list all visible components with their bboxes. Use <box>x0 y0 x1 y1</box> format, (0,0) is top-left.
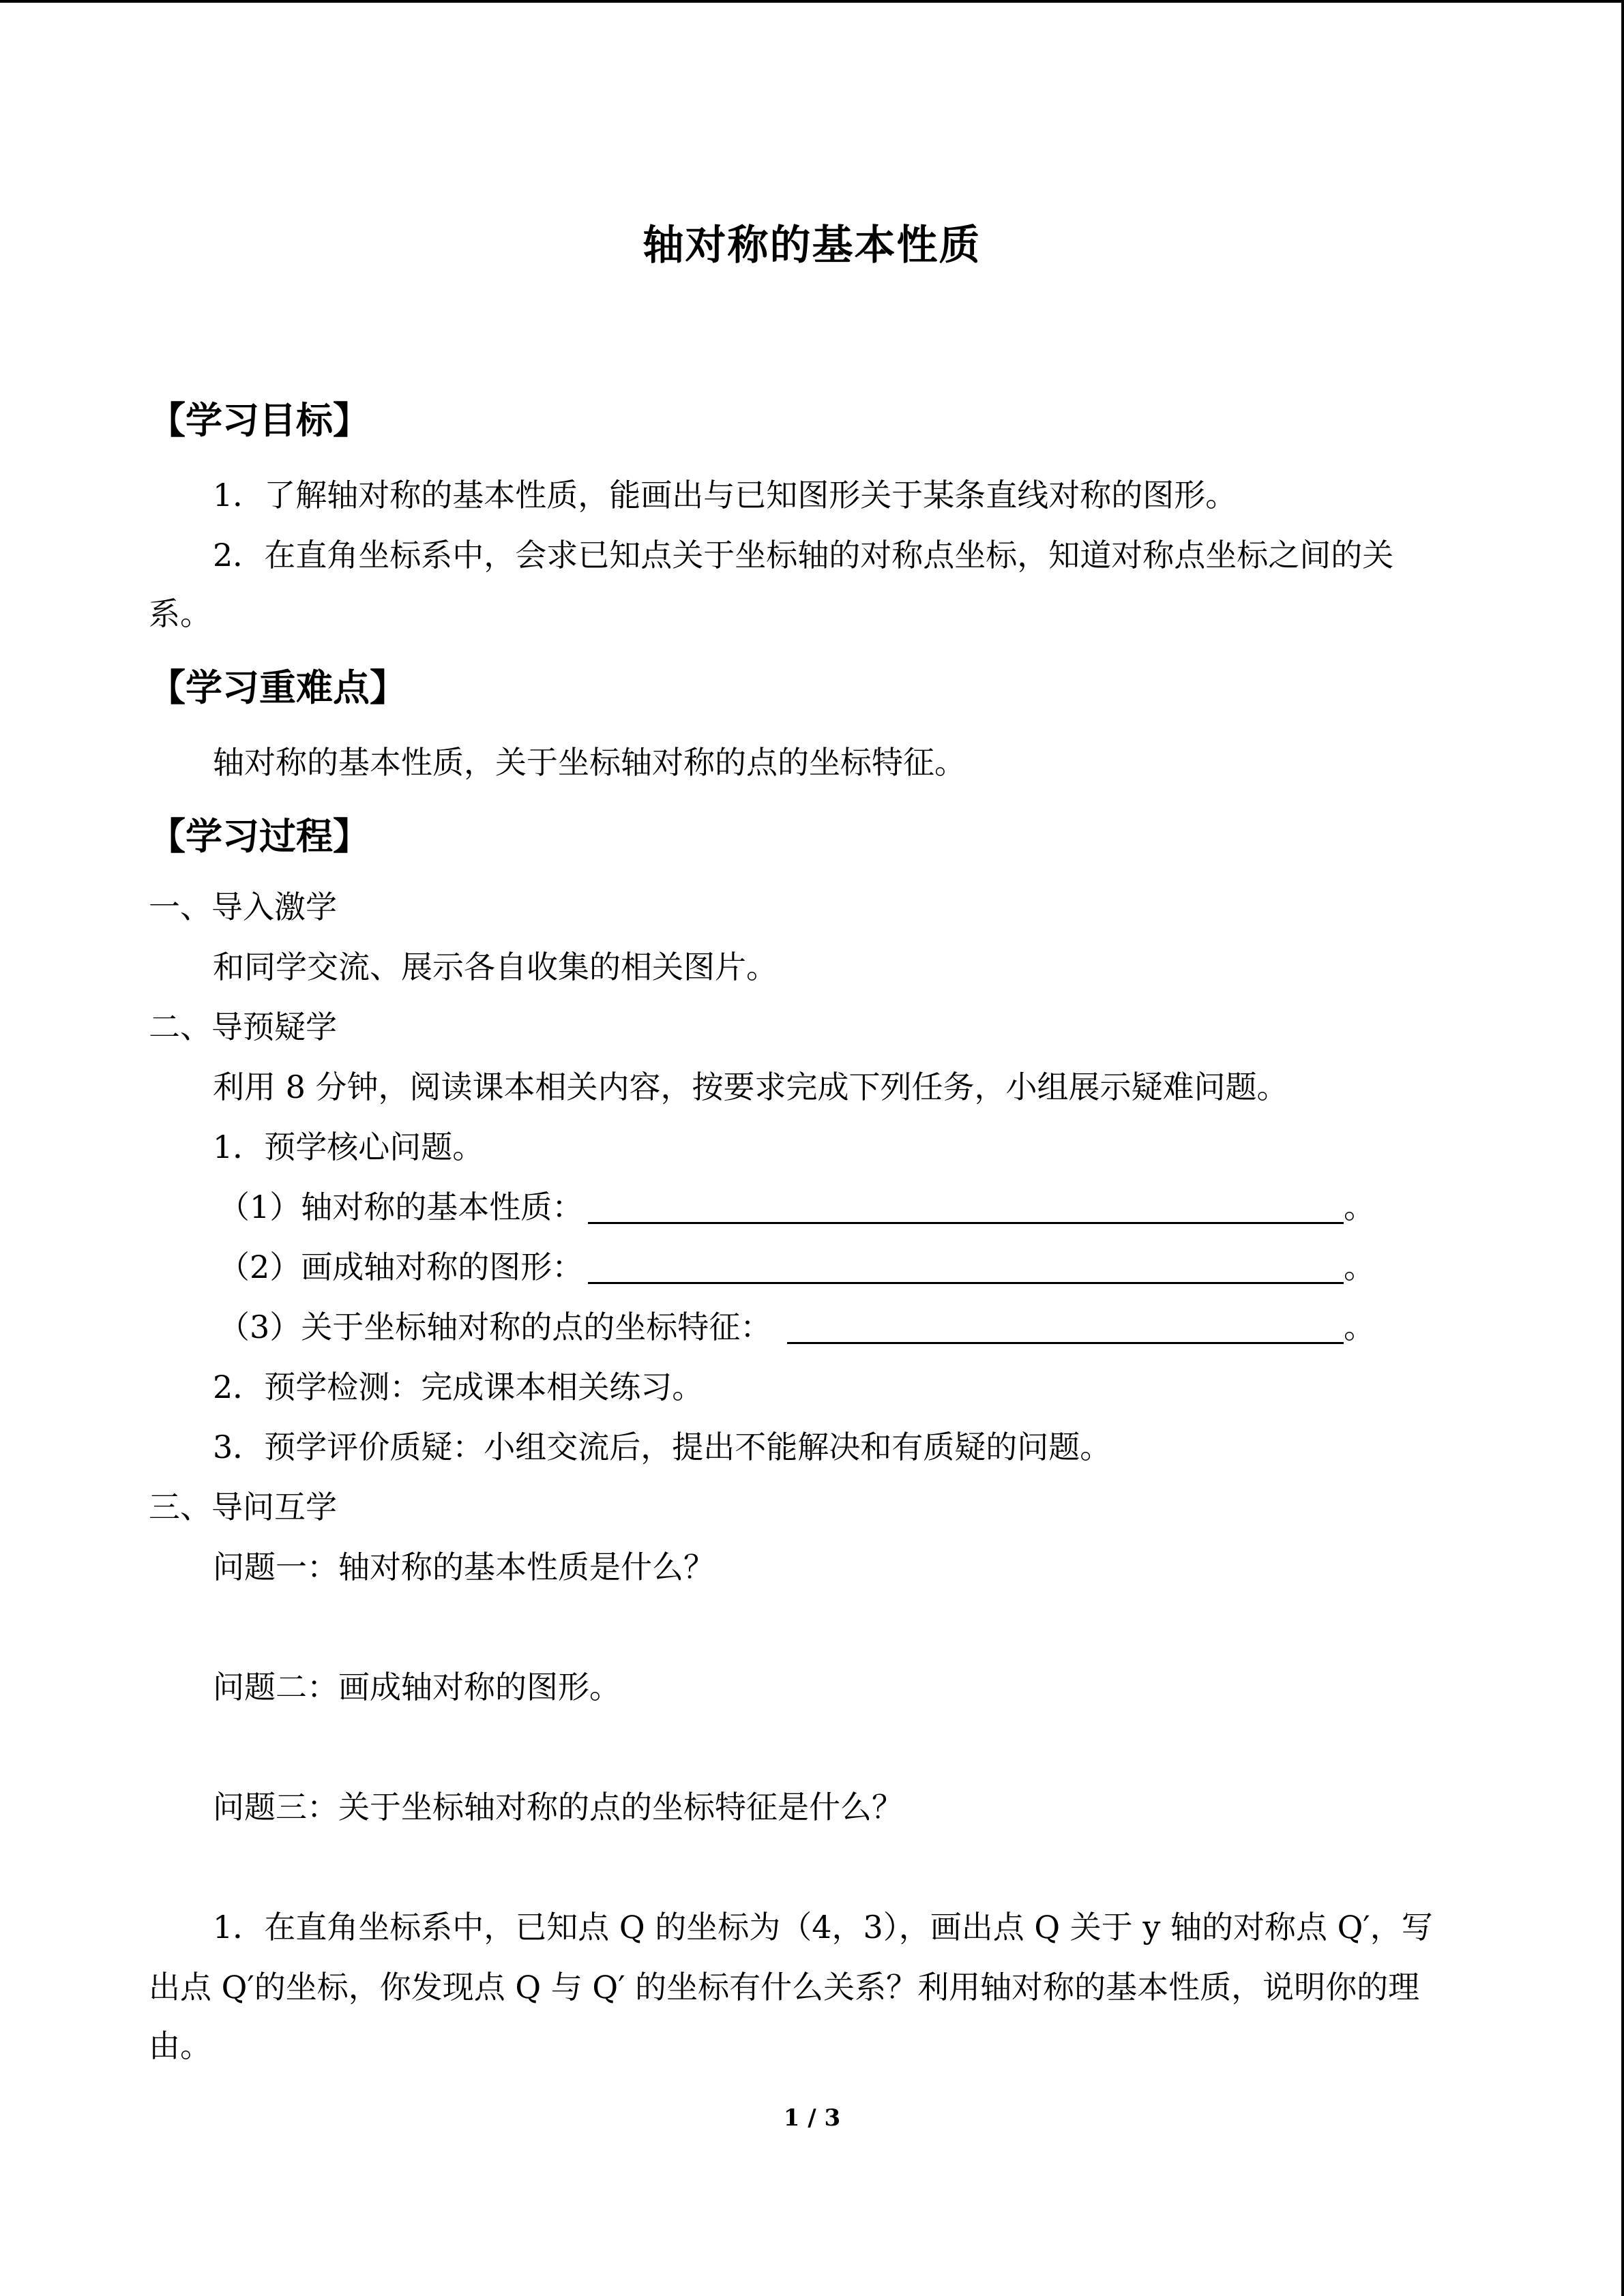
part2-item-3: 3．预学评价质疑：小组交流后，提出不能解决和有质疑的问题。 <box>213 1429 1112 1465</box>
problem-3: 问题三：关于坐标轴对称的点的坐标特征是什么？ <box>213 1789 903 1825</box>
goal-item-2-line-1: 2．在直角坐标系中，会求已知点关于坐标轴的对称点坐标，知道对称点坐标之间的关 <box>213 537 1394 573</box>
part3-heading: 三、导问互学 <box>149 1489 337 1525</box>
keypoints-text: 轴对称的基本性质，关于坐标轴对称的点的坐标特征。 <box>213 744 966 781</box>
question-2-label: （2）画成轴对称的图形： <box>218 1249 584 1285</box>
part2-item-1: 1．预学核心问题。 <box>213 1129 484 1165</box>
problem-1: 问题一：轴对称的基本性质是什么？ <box>213 1549 715 1585</box>
right-border-line <box>1621 0 1624 2296</box>
question-1-label: （1）轴对称的基本性质： <box>218 1189 584 1225</box>
page-title: 轴对称的基本性质 <box>643 222 981 269</box>
part2-heading: 二、导预疑学 <box>149 1009 337 1045</box>
part2-text: 利用 8 分钟，阅读课本相关内容，按要求完成下列任务，小组展示疑难问题。 <box>213 1069 1288 1105</box>
top-border-line <box>0 0 1624 3</box>
part2-item-2: 2．预学检测：完成课本相关练习。 <box>213 1369 704 1405</box>
part1-heading: 一、导入激学 <box>149 889 337 925</box>
question-1-answer-line[interactable] <box>588 1222 1344 1224</box>
process-heading: 【学习过程】 <box>149 814 370 858</box>
page-number: 1 / 3 <box>783 2104 841 2132</box>
problem-2: 问题二：画成轴对称的图形。 <box>213 1669 621 1705</box>
goal-item-1: 1．了解轴对称的基本性质，能画出与已知图形关于某条直线对称的图形。 <box>213 477 1237 513</box>
question-1-end: 。 <box>1344 1189 1375 1225</box>
goals-heading: 【学习目标】 <box>149 398 370 442</box>
exercise-1-line-1: 1．在直角坐标系中，已知点 Q 的坐标为（4，3），画出点 Q 关于 y 轴的对称点 Q′，写 <box>213 1909 1433 1945</box>
question-2-end: 。 <box>1344 1249 1375 1285</box>
exercise-1-line-2: 出点 Q′的坐标，你发现点 Q 与 Q′ 的坐标有什么关系？利用轴对称的基本性质，说明你的理 <box>149 1969 1420 2006</box>
exercise-1-line-3: 由。 <box>149 2027 211 2064</box>
question-3-answer-line[interactable] <box>787 1342 1344 1344</box>
part1-text: 和同学交流、展示各自收集的相关图片。 <box>213 949 778 985</box>
goal-item-2-line-2: 系。 <box>149 595 211 632</box>
question-2-answer-line[interactable] <box>588 1282 1344 1284</box>
keypoints-heading: 【学习重难点】 <box>149 666 407 709</box>
question-3-end: 。 <box>1344 1309 1375 1345</box>
question-3-label: （3）关于坐标轴对称的点的坐标特征： <box>218 1309 772 1345</box>
